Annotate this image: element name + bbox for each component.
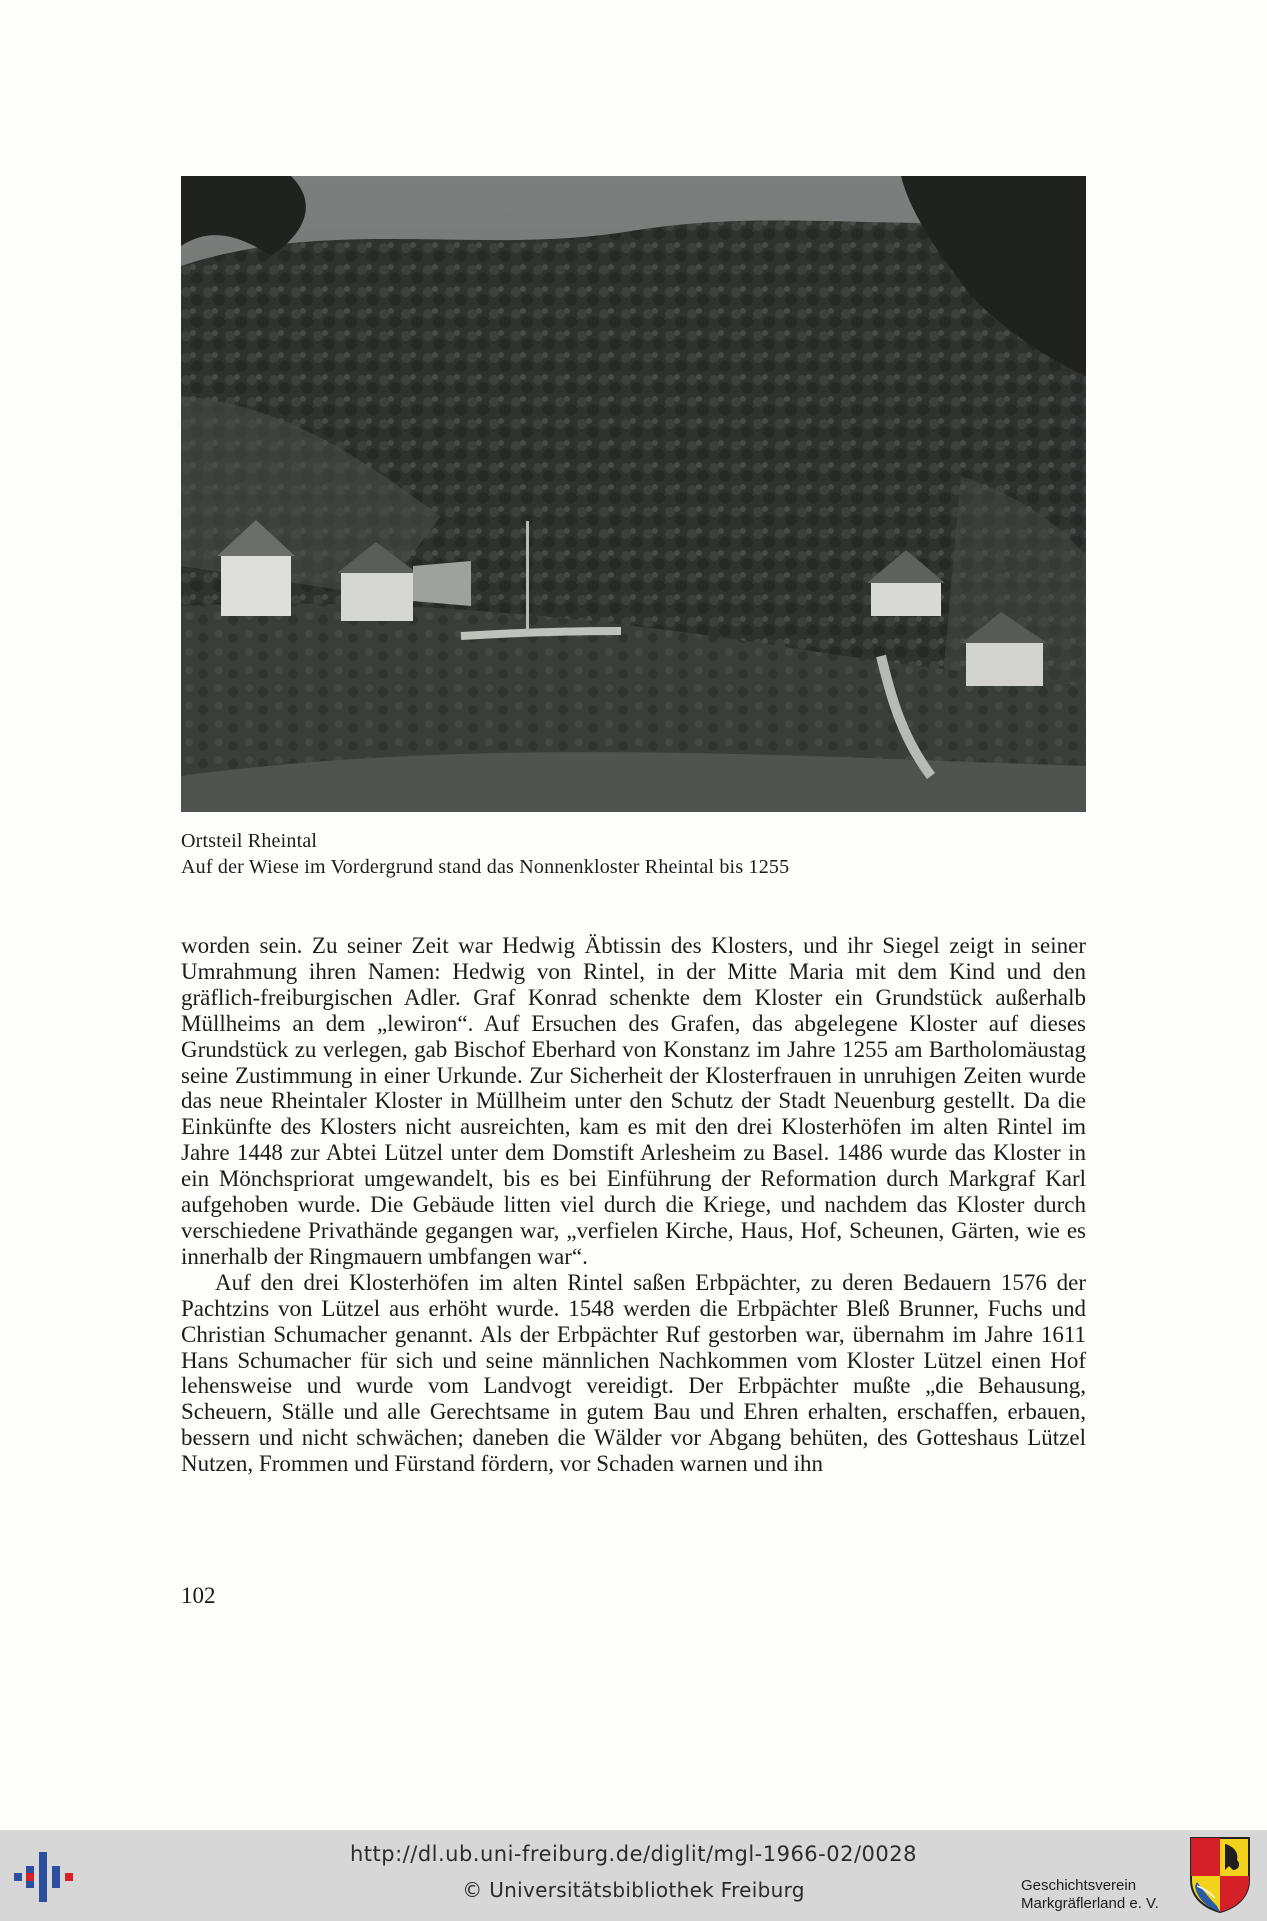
footer-url-link[interactable]: http://dl.ub.uni-freiburg.de/diglit/mgl-1966-02/0028 (349, 1842, 917, 1866)
body-text (181, 933, 1086, 1477)
footer-copyright: © Universitätsbibliothek Freiburg (462, 1878, 805, 1902)
caption-description: Auf der Wiese im Vordergrund stand das Nonnenkloster Rheintal bis 1255 (181, 856, 790, 878)
paragraph: Auf den drei Klosterhöfen im alten Rintel saßen Erbpächter, zu deren Bedauern 1576 der Pachtzins von Lützel aus erhöht wurde. 1548 werden die Erbpächter Bleß Brunner, Fuchs und Christian Schumacher genannt. Als der Erbpächter Ruf gestorben war, übernahm im Jahre 1611 Hans Schumacher für sich und seine männlichen Nachkommen vom Kloster Lützel einen Hof lehensweise und wurde vom Landvogt vereidigt. Der Erbpächter mußte „die Behausung, Scheuern, Ställe und alle Gerechtsame in gutem Bau und Ehren erhalten, erschaffen, erbauen, bessern und nicht schwächen; daneben die Wälder vor Abgang behüten, des Gotteshaus Lützel Nutzen, Frommen und Fürstand fördern, vor Schaden warnen und ihn (181, 1269, 1086, 1477)
paragraph: worden sein. Zu seiner Zeit war Hedwig Äbtissin des Klosters, und ihr Siegel zeigt in seiner Umrahmung ihren Namen: Hedwig von Rintel, in der Mitte Maria mit dem Kind und den gräflich-freiburgischen Adler. Graf Konrad schenkte dem Kloster ein Grundstück außerhalb Müllheims an dem „lewiron“. Auf Ersuchen des Grafen, das abgelegene Kloster auf dieses Grundstück zu verlegen, gab Bischof Eberhard von Konstanz im Jahre 1255 am Bartholomäustag seine Zustimmung in einer Urkunde. Zur Sicherheit der Klosterfrauen in unruhigen Zeiten wurde das neue Rheintaler Kloster in Müllheim unter den Schutz der Stadt Neuenburg gestellt. Da die Einkünfte des Klosters nicht ausreichten, kam es mit den drei Klosterhöfen im alten Rintel im Jahre 1448 zur Abtei Lützel unter dem Domstift Arlesheim zu Basel. 1486 wurde das Kloster in ein Mönchspriorat umgewandelt, bis es bei Einführung der Reformation durch Markgraf Karl aufgehoben wurde. Die Gebäude litten viel durch die Kriege, und nachdem das Kloster durch verschiedene Privathände gegangen war, „verfielen Kirche, Haus, Hof, Scheunen, Gärten, wie es innerhalb der Ringmauern umbfangen war“. (181, 933, 1086, 1269)
page-number: 102 (181, 1583, 216, 1608)
society-line: Markgräflerland e. V. (1021, 1895, 1159, 1912)
photo-scene (181, 176, 1086, 812)
society-line: Geschichtsverein (1021, 1877, 1137, 1894)
footer-bar (0, 1830, 1267, 1921)
caption-title: Ortsteil Rheintal (181, 830, 318, 852)
photograph (181, 176, 1086, 812)
photo-caption (181, 828, 1086, 880)
society-name (1021, 1877, 1187, 1913)
coat-of-arms-icon (1189, 1836, 1251, 1914)
